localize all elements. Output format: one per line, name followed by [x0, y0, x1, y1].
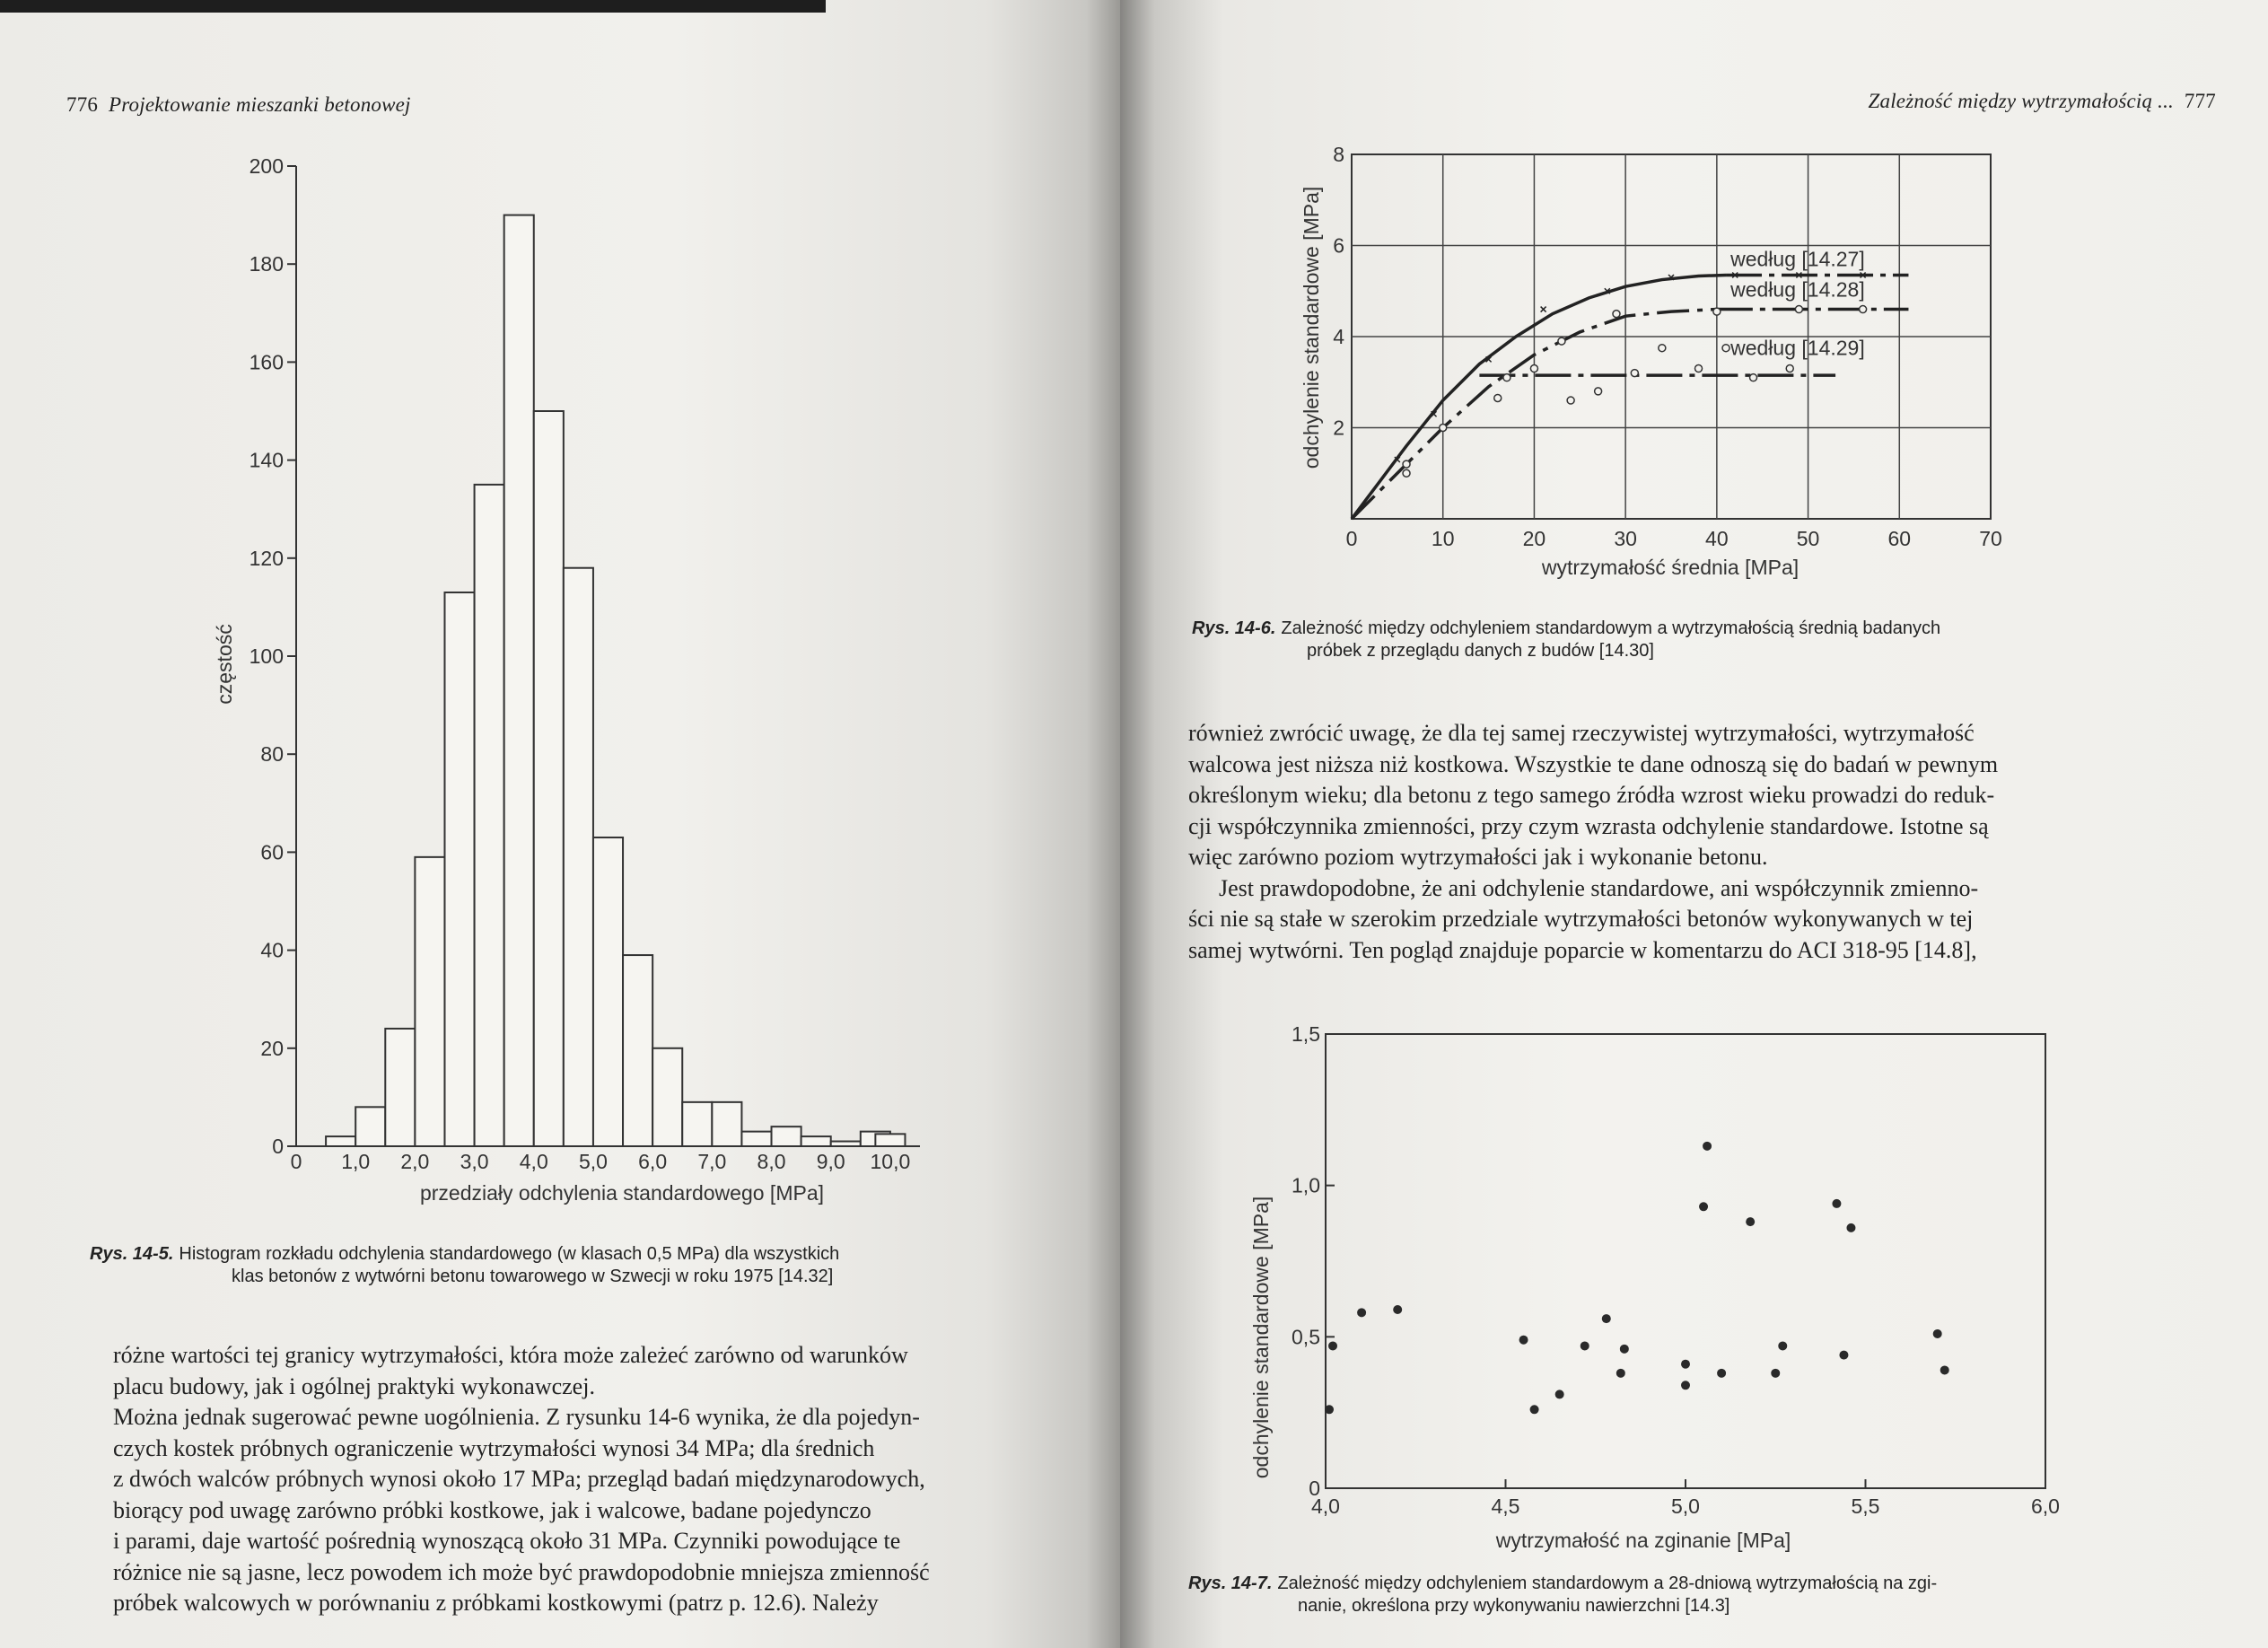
hist-x-tick-label: 1,0 [341, 1150, 371, 1173]
fig6-y-tick-label: 8 [1333, 143, 1344, 166]
series-14-28-point [1558, 337, 1565, 345]
fig-14-7-caption-line2: nanie, określona przy wykonywaniu nawierzchni [14.3] [1298, 1596, 1730, 1616]
fig6-y-tick-label: 4 [1333, 325, 1344, 348]
fig7-point [1681, 1360, 1690, 1369]
series-14-29-point [1695, 365, 1703, 373]
histogram-chart [0, 0, 1120, 1257]
fig7-point [1602, 1314, 1611, 1323]
hist-x-tick-label: 7,0 [697, 1150, 727, 1173]
hist-bar [682, 1102, 712, 1146]
series-14-28-point [1440, 425, 1447, 432]
right-page [1120, 0, 2268, 1648]
hist-bar [504, 215, 534, 1146]
left-body-line: różne wartości tej granicy wytrzymałości, która może zależeć zarówno od warunków [113, 1342, 908, 1368]
fig7-y-tick-label: 0 [1309, 1477, 1320, 1500]
fig-14-5-label: Rys. 14-5. [90, 1244, 174, 1264]
fig7-point [1357, 1308, 1366, 1317]
fig7-point [1620, 1345, 1629, 1354]
hist-bar [475, 485, 504, 1146]
hist-x-tick-label: 8,0 [757, 1150, 786, 1173]
hist-x-tick-label: 9,0 [816, 1150, 845, 1173]
series-14-29-point [1786, 365, 1793, 373]
series-14-29-point [1567, 397, 1574, 404]
fig-14-5-caption [90, 1243, 1086, 1288]
hist-y-tick-label: 0 [272, 1135, 284, 1158]
hist-x-tick-label: 3,0 [460, 1150, 489, 1173]
hist-y-tick-label: 180 [249, 252, 284, 276]
hist-y-tick-label: 140 [249, 448, 284, 472]
hist-x-tick-label: 10,0 [870, 1150, 911, 1173]
fig7-point [1681, 1381, 1690, 1389]
left-body-line: i parami, daje wartość pośrednią wynoszącą około 31 MPa. Czynniki powodujące te [113, 1528, 901, 1554]
fig7-point [1846, 1223, 1855, 1232]
hist-bar [385, 1029, 415, 1146]
hist-y-tick-label: 120 [249, 546, 284, 570]
series-14-29-point [1595, 388, 1602, 395]
fig7-y-axis-title: odchylenie standardowe [MPa] [1249, 1196, 1273, 1479]
hist-bar [444, 592, 474, 1146]
left-body-line: Można jednak sugerować pewne uogólnienia. Z rysunku 14-6 wynika, że dla pojedyn- [113, 1404, 920, 1430]
fig7-point [1616, 1369, 1625, 1378]
right-body-line: walcowa jest niższa niż kostkowa. Wszystkie te dane odnoszą się do badań w pewnym [1188, 750, 1999, 777]
right-body-line: więc zarówno poziom wytrzymałości jak i wykonanie betonu. [1188, 844, 1768, 870]
right-body-line: samej wytwórni. Ten pogląd znajduje poparcie w komentarzu do ACI 318-95 [14.8], [1188, 936, 1977, 963]
hist-y-tick-label: 200 [249, 154, 284, 178]
fig7-point [1940, 1365, 1949, 1374]
fig7-point [1832, 1199, 1841, 1208]
series-14-28-point [1613, 311, 1620, 318]
series-14-27-point [1541, 307, 1546, 312]
fig7-point [1746, 1217, 1755, 1226]
fig6-x-tick-label: 70 [1979, 527, 2002, 550]
fig-14-6-caption-line1: Zależność między odchyleniem standardowym a wytrzymałością średnią badanych [1281, 618, 1941, 638]
left-body-line: placu budowy, jak i ogólnej praktyki wykonawczej. [113, 1372, 595, 1399]
fig6-y-tick-label: 2 [1333, 416, 1344, 440]
hist-bar [652, 1048, 682, 1146]
fig7-x-tick-label: 4,5 [1491, 1495, 1520, 1518]
fig-14-5-caption-line2: klas betonów z wytwórni betonu towarowego w Szwecji w roku 1975 [14.32] [232, 1267, 834, 1286]
fig7-point [1778, 1341, 1787, 1350]
fig7-point [1530, 1405, 1539, 1414]
fig7-x-tick-label: 5,0 [1671, 1495, 1700, 1518]
hist-bar [564, 568, 593, 1146]
fig6-y-tick-label: 6 [1333, 233, 1344, 258]
hist-bar [623, 955, 652, 1146]
fig7-point [1325, 1405, 1334, 1414]
right-running-title: Zależność między wytrzymałością ... [1868, 90, 2174, 112]
fig7-point [1328, 1341, 1337, 1350]
fig7-x-axis-title: wytrzymałość na zginanie [MPa] [1495, 1529, 1791, 1552]
left-body-text [113, 1340, 1046, 1619]
fig-14-7-caption-line1: Zależność między odchyleniem standardowym a 28-dniową wytrzymałością na zgi- [1277, 1573, 1938, 1593]
right-body-line: Jest prawdopodobne, że ani odchylenie standardowe, ani współczynnik zmienno- [1219, 874, 1979, 901]
hist-bar [772, 1126, 801, 1146]
hist-bar [593, 837, 623, 1146]
series-14-29-point [1403, 469, 1410, 477]
hist-x-tick-label: 0 [290, 1150, 302, 1173]
fig-14-6-caption-line2: próbek z przeglądu danych z budów [14.30] [1307, 641, 1654, 661]
fig7-frame [1326, 1034, 2045, 1488]
fig6-x-tick-label: 30 [1614, 527, 1637, 550]
right-body-line: ści nie są stałe w szerokim przedziale wytrzymałości betonów wykonywanych w tej [1188, 906, 1974, 932]
fig-14-6-caption [1192, 618, 2215, 662]
series-14-29-point [1659, 345, 1666, 352]
fig7-x-tick-label: 4,0 [1311, 1495, 1340, 1518]
series-14-29-point [1722, 345, 1729, 352]
fig-14-6-label: Rys. 14-6. [1192, 618, 1276, 638]
hist-y-tick-label: 20 [260, 1036, 284, 1060]
right-page-number: 777 [2184, 90, 2216, 112]
fig6-x-tick-label: 20 [1522, 527, 1546, 550]
right-body-text [1188, 718, 2165, 966]
left-body-line: z dwóch walców próbnych wynosi około 17 MPa; przegląd badań międzynarodowych, [113, 1466, 925, 1492]
fig-14-5-caption-line1: Histogram rozkładu odchylenia standardowego (w klasach 0,5 MPa) dla wszystkich [179, 1244, 840, 1264]
series-14-29-point [1631, 370, 1638, 377]
fig7-y-tick-label: 1,0 [1292, 1173, 1320, 1197]
fig7-x-tick-label: 5,5 [1851, 1495, 1880, 1518]
fig-14-7-label: Rys. 14-7. [1188, 1573, 1273, 1593]
fig7-point [1555, 1389, 1564, 1398]
series-14-29-point [1750, 374, 1757, 381]
fig7-point [1717, 1369, 1726, 1378]
fig6-x-axis-title: wytrzymałość średnia [MPa] [1541, 556, 1800, 579]
right-running-head [1869, 90, 2216, 113]
hist-y-axis-title: częstość [213, 624, 236, 705]
series-14-28-point [1713, 308, 1721, 315]
fig6-x-tick-label: 60 [1887, 527, 1912, 550]
left-body-line: czych kostek próbnych ograniczenie wytrzymałości wynosi 34 MPa; dla średnich [113, 1434, 875, 1461]
hist-y-tick-label: 80 [260, 742, 284, 767]
hist-bar [415, 857, 444, 1146]
left-page-number: 776 [66, 93, 99, 116]
right-body-line: również zwrócić uwagę, że dla tej samej rzeczywistej wytrzymałości, wytrzymałość [1188, 720, 1975, 746]
hist-x-axis-title: przedziały odchylenia standardowego [MPa] [419, 1181, 825, 1205]
fig7-point [1581, 1341, 1589, 1350]
legend-14-28: według [14.28] [1730, 277, 1865, 302]
fig7-point [1933, 1329, 1942, 1338]
hist-bar [801, 1136, 831, 1146]
fig7-point [1699, 1202, 1708, 1211]
series-14-28-point [1860, 306, 1867, 313]
fig-14-7-caption [1188, 1573, 2229, 1617]
fig6-x-tick-label: 40 [1705, 527, 1729, 550]
fig7-x-tick-label: 6,0 [2031, 1495, 2060, 1518]
hist-bar [712, 1102, 741, 1146]
hist-bar [534, 411, 564, 1146]
hist-y-tick-label: 160 [249, 350, 284, 374]
series-14-29-point [1494, 395, 1502, 402]
right-body-line: określonym wieku; dla betonu z tego samego źródła wzrost wieku prowadzi do reduk- [1188, 782, 1995, 808]
left-body-line: próbek walcowych w porównaniu z próbkami kostkowymi (patrz p. 12.6). Należy [113, 1590, 879, 1616]
series-14-28-point [1795, 306, 1802, 313]
hist-bar [326, 1136, 355, 1146]
hist-bar [741, 1132, 771, 1146]
right-body-line: cji współczynnika zmienności, przy czym wzrasta odchylenie standardowe. Istotne są [1188, 812, 1989, 839]
fig7-y-tick-label: 1,5 [1292, 1022, 1320, 1046]
fig6-y-axis-title: odchylenie standardowe [MPa] [1300, 186, 1323, 469]
hist-x-tick-label: 4,0 [519, 1150, 548, 1173]
hist-x-tick-label: 6,0 [638, 1150, 668, 1173]
hist-y-tick-label: 100 [249, 644, 284, 668]
fig7-point [1771, 1369, 1780, 1378]
legend-14-29: według [14.29] [1730, 336, 1865, 360]
fig7-point [1393, 1305, 1402, 1314]
left-page [0, 0, 1120, 1648]
left-running-title: Projektowanie mieszanki betonowej [109, 93, 411, 116]
fig6-x-tick-label: 10 [1431, 527, 1455, 550]
series-14-28-point [1503, 374, 1511, 381]
left-body-line: różnice nie są jasne, lecz powodem ich może być prawdopodobnie mniejsza zmienność [113, 1558, 930, 1585]
hist-y-tick-label: 40 [260, 938, 284, 962]
series-14-29-point [1530, 365, 1537, 373]
fig7-point [1839, 1351, 1848, 1360]
fig7-point [1519, 1336, 1528, 1345]
fig7-y-tick-label: 0,5 [1292, 1325, 1320, 1349]
hist-x-tick-label: 2,0 [400, 1150, 430, 1173]
std-vs-flexural-strength-chart [1120, 1014, 2268, 1571]
legend-14-27: według [14.27] [1730, 247, 1865, 271]
hist-bar [355, 1107, 385, 1146]
left-body-line: biorący pod uwagę zarówno próbki kostkowe, jak i walcowe, badane pojedynczo [113, 1496, 871, 1523]
std-vs-mean-strength-chart [1120, 135, 2268, 583]
fig6-x-tick-label: 50 [1796, 527, 1820, 550]
fig7-point [1703, 1142, 1712, 1151]
hist-bar [875, 1134, 905, 1146]
hist-y-tick-label: 60 [260, 840, 284, 864]
series-14-28-point [1403, 460, 1410, 468]
fig6-x-tick-label: 0 [1345, 527, 1358, 550]
hist-x-tick-label: 5,0 [578, 1150, 608, 1173]
